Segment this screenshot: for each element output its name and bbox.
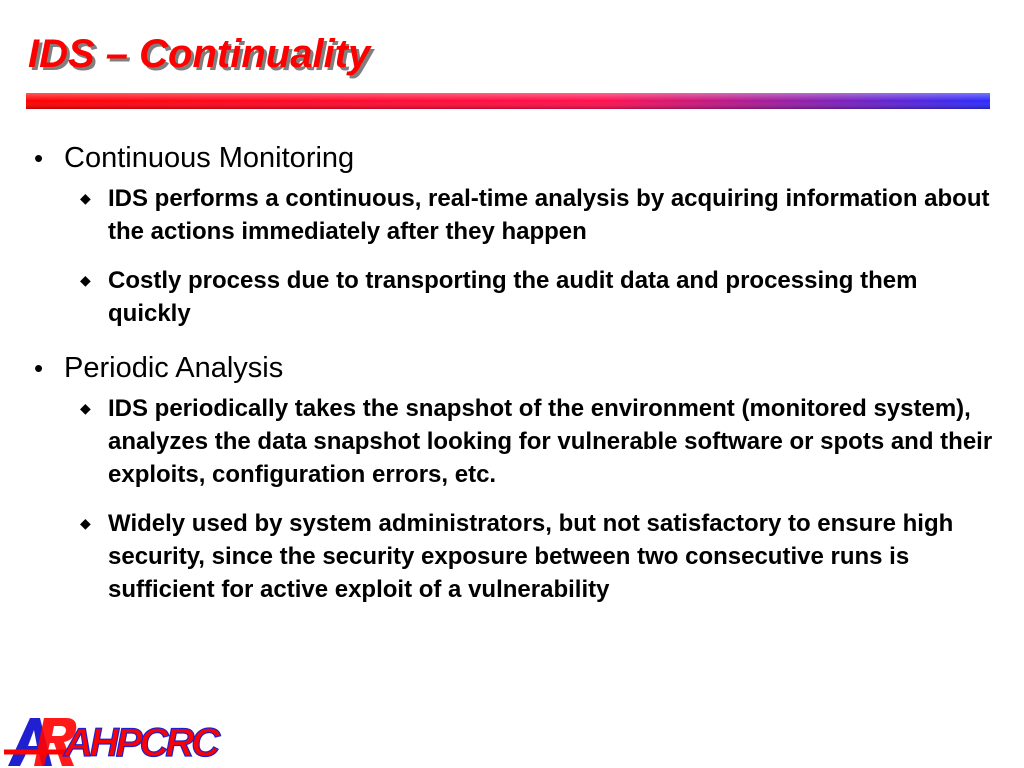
sub-bullet [30,507,1000,606]
diamond-bullet-icon: ◆ [80,515,91,531]
heading-text: Periodic Analysis [64,352,284,384]
sub-bullet-text: IDS periodically takes the snapshot of the environment (monitored system), analyzes the data snapshot looking for vulnerable software or spots and their exploits, configuration errors, etc. [108,395,993,488]
sub-bullet [30,392,1000,491]
title-underline-bar [26,93,990,109]
slide-title: IDS – Continuality [28,32,371,76]
diamond-bullet-icon: ◆ [80,400,91,416]
sub-bullet-text: IDS performs a continuous, real-time analysis by acquiring information about the actions immediately after they happen [108,185,990,245]
ahpcrc-logo [4,712,224,768]
sub-bullet-text: Widely used by system administrators, but not satisfactory to ensure high security, since the security exposure between two consecutive runs is sufficient for active exploit of a vulnerability [108,510,954,603]
diamond-bullet-icon: ◆ [80,272,91,288]
section-periodic-analysis [30,350,1000,606]
sub-bullet-text: Costly process due to transporting the audit data and processing them quickly [108,267,918,327]
logo-text: AHPCRC [64,721,218,765]
bullet-heading [30,140,1000,176]
section-continuous-monitoring [30,140,1000,330]
slide-body [30,140,1000,626]
round-bullet-icon: • [34,353,44,383]
diamond-bullet-icon: ◆ [80,190,91,206]
sub-bullet [30,264,1000,330]
bullet-heading [30,350,1000,386]
sub-bullet [30,182,1000,248]
heading-text: Continuous Monitoring [64,142,355,174]
round-bullet-icon: • [34,143,44,173]
